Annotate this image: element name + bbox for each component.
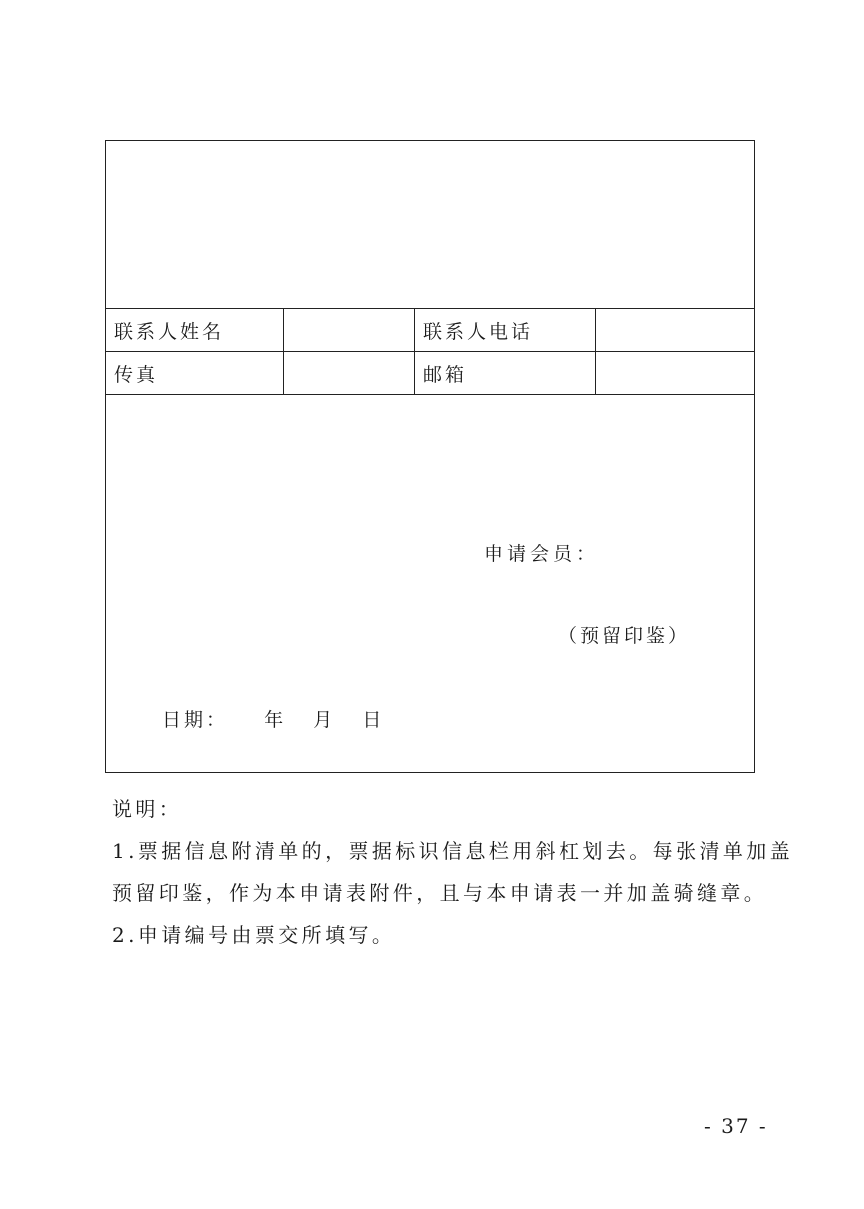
contact-phone-field[interactable]: [596, 309, 754, 351]
email-label: 邮箱: [415, 352, 596, 394]
contact-row: [106, 309, 754, 352]
notes-heading: 说明：: [112, 797, 183, 821]
page-number: - 37 -: [704, 1114, 768, 1138]
fax-label: 传真: [106, 352, 284, 394]
note-item-1-line-1: 1.票据信息附清单的，票据标识信息栏用斜杠划去。每张清单加盖: [112, 839, 794, 863]
applicant-label: 申请会员：: [484, 543, 600, 565]
notes-section: [112, 788, 794, 956]
fax-email-row: [106, 352, 754, 395]
signature-area: [106, 395, 754, 772]
contact-name-label: 联系人姓名: [106, 309, 284, 351]
date-line: 日期： 年 月 日: [162, 709, 385, 731]
contact-name-field[interactable]: [284, 309, 415, 351]
note-item-2: 2.申请编号由票交所填写。: [112, 923, 396, 947]
seal-note: （预留印鉴）: [558, 625, 691, 647]
fax-field[interactable]: [284, 352, 415, 394]
blank-info-area[interactable]: [106, 141, 754, 309]
note-item-1-line-2: 预留印鉴，作为本申请表附件，且与本申请表一并加盖骑缝章。: [112, 881, 768, 905]
application-form-table: [105, 140, 755, 773]
contact-phone-label: 联系人电话: [415, 309, 596, 351]
email-field[interactable]: [596, 352, 754, 394]
